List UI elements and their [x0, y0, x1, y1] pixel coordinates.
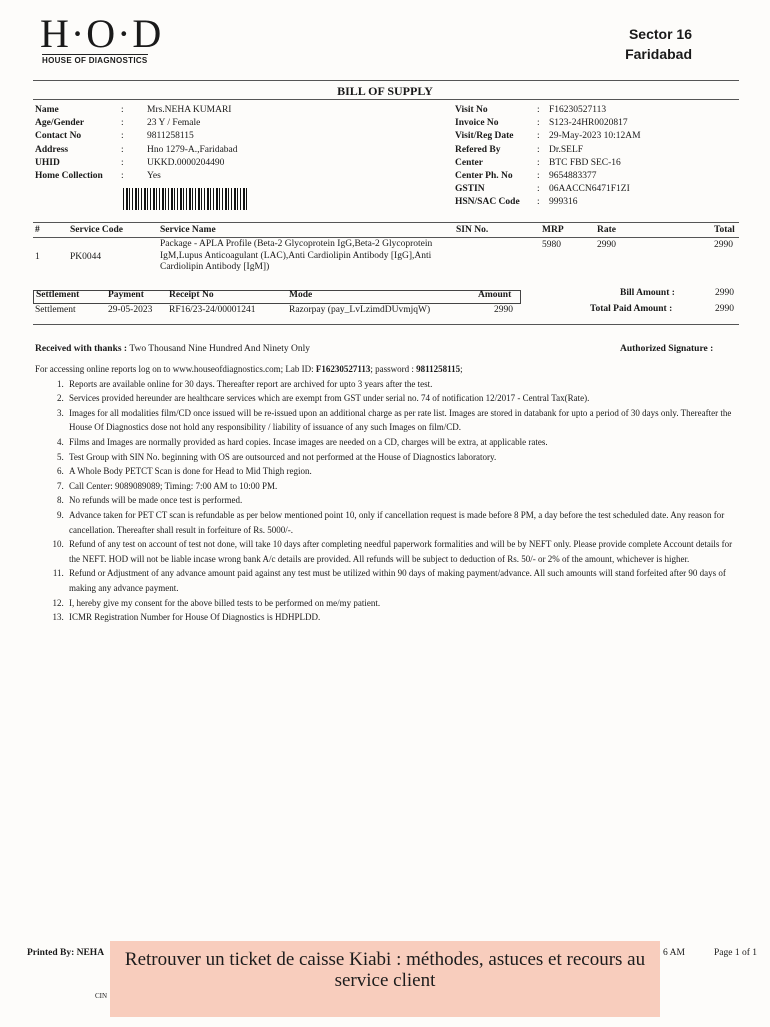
col-rate-header: Rate	[597, 225, 616, 235]
visit-row: Center : BTC FBD SEC-16	[455, 157, 621, 168]
payment-col-header: Payment	[108, 290, 144, 300]
printed-by: Printed By: NEHA	[27, 948, 105, 958]
visit-row: Visit No : F16230527113	[455, 105, 607, 115]
receipt-col-header: Receipt No	[169, 290, 214, 300]
list-item: 12. I, hereby give my consent for the above billed tests to be performed on me/my patient.	[66, 596, 735, 611]
header-divider	[33, 80, 739, 81]
logo-subtitle: HOUSE OF DIAGNOSTICS	[42, 56, 148, 65]
patient-row: Age/Gender : 23 Y / Female	[35, 118, 201, 129]
receipt-no: RF16/23-24/00001241	[169, 305, 256, 315]
patient-row: UHID : UKKD.0000204490	[35, 157, 225, 168]
authorized-signature: Authorized Signature :	[620, 344, 714, 354]
patient-row: Address : Hno 1279-A.,Faridabad	[35, 144, 238, 155]
list-item: 11. Refund or Adjustment of any advance amount paid against any test must be utilized within 90 days of making payment/advance. All such amounts will stand forfeited after 90 days of making any advance payment.	[66, 566, 735, 595]
list-item: 7. Call Center: 9089089089; Timing: 7:00 AM to 10:00 PM.	[66, 479, 735, 494]
page-number: Page 1 of 1	[714, 948, 758, 958]
list-item: 9. Advance taken for PET CT scan is refundable as per below mentioned point 10, only if cancellation request is made before 8 PM, a day before the test scheduled date. Any reason for cancellation. Thereafter shall result in forfeiture of Rs. 5000/-.	[66, 508, 735, 537]
list-item: 8. No refunds will be made once test is performed.	[66, 493, 735, 508]
bill-amount-label: Bill Amount :	[620, 288, 675, 298]
services-header-divider	[33, 237, 739, 238]
amount-col-header: Amount	[478, 290, 512, 300]
patient-details	[35, 104, 238, 183]
row-mrp: 5980	[542, 240, 561, 250]
mode-col-header: Mode	[289, 290, 313, 300]
settlement-amount: 2990	[494, 305, 513, 315]
settlement-header-box	[33, 290, 521, 304]
settlement-type: Settlement	[35, 305, 76, 315]
row-total: 2990	[714, 240, 733, 250]
bill-amount: 2990	[715, 288, 734, 298]
col-name-header: Service Name	[160, 225, 216, 235]
payment-date: 29-05-2023	[108, 305, 153, 315]
totals-divider	[33, 324, 739, 325]
password: 9811258115	[416, 364, 461, 374]
terms-list	[35, 377, 735, 625]
visit-row: Refered By : Dr.SELF	[455, 144, 584, 155]
hod-logo: H·O·D	[40, 11, 164, 56]
row-service-name: Package - APLA Profile (Beta-2 Glycoprotein IgG,Beta-2 Glycoprotein IgM,Lupus Anticoagulant (LAC),Anti Cardiolipin Antibody [IgG],Anti Cardiolipin Antibody [IgM])	[160, 239, 433, 272]
col-code-header: Service Code	[70, 225, 124, 235]
cin-label: CIN	[95, 992, 108, 1000]
row-num: 1	[35, 252, 40, 262]
visit-details	[455, 104, 641, 210]
col-num-header: #	[35, 225, 40, 235]
settlement-col-header: Settlement	[36, 290, 80, 300]
list-item: 5. Test Group with SIN No. beginning with OS are outsourced and not performed at the House of Diagnostics laboratory.	[66, 450, 735, 465]
patient-row: Name : Mrs.NEHA KUMARI	[35, 105, 232, 115]
patient-row: Contact No : 9811258115	[35, 131, 194, 142]
title-divider	[33, 99, 739, 100]
col-total-header: Total	[714, 225, 735, 235]
terms-section	[35, 362, 735, 625]
received-text: Two Thousand Nine Hundred And Ninety Only	[129, 344, 311, 354]
col-mrp-header: MRP	[542, 225, 564, 235]
article-title-banner: Retrouver un ticket de caisse Kiabi : méthodes, astuces et recours au service client	[110, 941, 660, 1017]
amount-in-words	[35, 344, 310, 354]
list-item: 6. A Whole Body PETCT Scan is done for Head to Mid Thigh region.	[66, 464, 735, 479]
location-line-2: Faridabad	[625, 46, 692, 62]
visit-row: Invoice No : S123-24HR0020817	[455, 118, 628, 129]
list-item: 13. ICMR Registration Number for House Of Diagnostics is HDHPLDD.	[66, 610, 735, 625]
patient-row: Home Collection : Yes	[35, 171, 161, 182]
barcode	[123, 188, 247, 210]
print-time: 6 AM	[663, 948, 685, 958]
list-item: 1. Reports are available online for 30 days. Thereafter report are archived for upto 3 years after the test.	[66, 377, 735, 392]
total-paid-label: Total Paid Amount :	[590, 304, 673, 314]
list-item: 3. Images for all modalities film/CD once issued will be re-issued upon an additional charge as per rate list. Images are stored in databank for upto a period of 30 days only. Thereafter the House Of Diagnostics dose not hold any responsibility / liability of issuance of any such Images on film/CD.	[66, 406, 735, 435]
online-access-line: For accessing online reports log on to www.houseofdiagnostics.com; Lab ID: F16230527113; password : 9811258115;	[35, 364, 463, 374]
row-rate: 2990	[597, 240, 616, 250]
lab-id: F16230527113	[315, 364, 371, 374]
services-top-divider	[33, 222, 739, 223]
list-item: 2. Services provided hereunder are healthcare services which are exempt from GST under serial no. 74 of notification 12/2017 - Central Tax(Rate).	[66, 391, 735, 406]
doc-title: BILL OF SUPPLY	[337, 84, 433, 98]
location-line-1: Sector 16	[628, 26, 692, 42]
col-sin-header: SIN No.	[456, 225, 489, 235]
list-item: 10. Refund of any test on account of test not done, will take 10 days after completing needful paperwork formalities and will be by NEFT only. Please provide complete Account details for the NEFT. HOD will not be liable incase wrong bank A/c details are provided. All refunds will be subject to deduction of Rs. 50/- or 2% of the amount, whichever is higher.	[66, 537, 735, 566]
visit-row: Center Ph. No : 9654883377	[455, 171, 597, 182]
list-item: 4. Films and Images are normally provided as hard copies. Incase images are needed on a CD, charges will be extra, at applicable rates.	[66, 435, 735, 450]
visit-row: Visit/Reg Date : 29-May-2023 10:12AM	[455, 131, 641, 142]
visit-row: GSTIN : 06AACCN6471F1ZI	[455, 184, 630, 195]
row-code: PK0044	[70, 252, 102, 262]
visit-row: HSN/SAC Code : 999316	[455, 197, 578, 208]
total-paid-amount: 2990	[715, 304, 734, 314]
center-location	[625, 24, 692, 64]
received-label: Received with thanks :	[35, 344, 128, 354]
payment-mode: Razorpay (pay_LvLzimdDUvmjqW)	[289, 305, 431, 315]
